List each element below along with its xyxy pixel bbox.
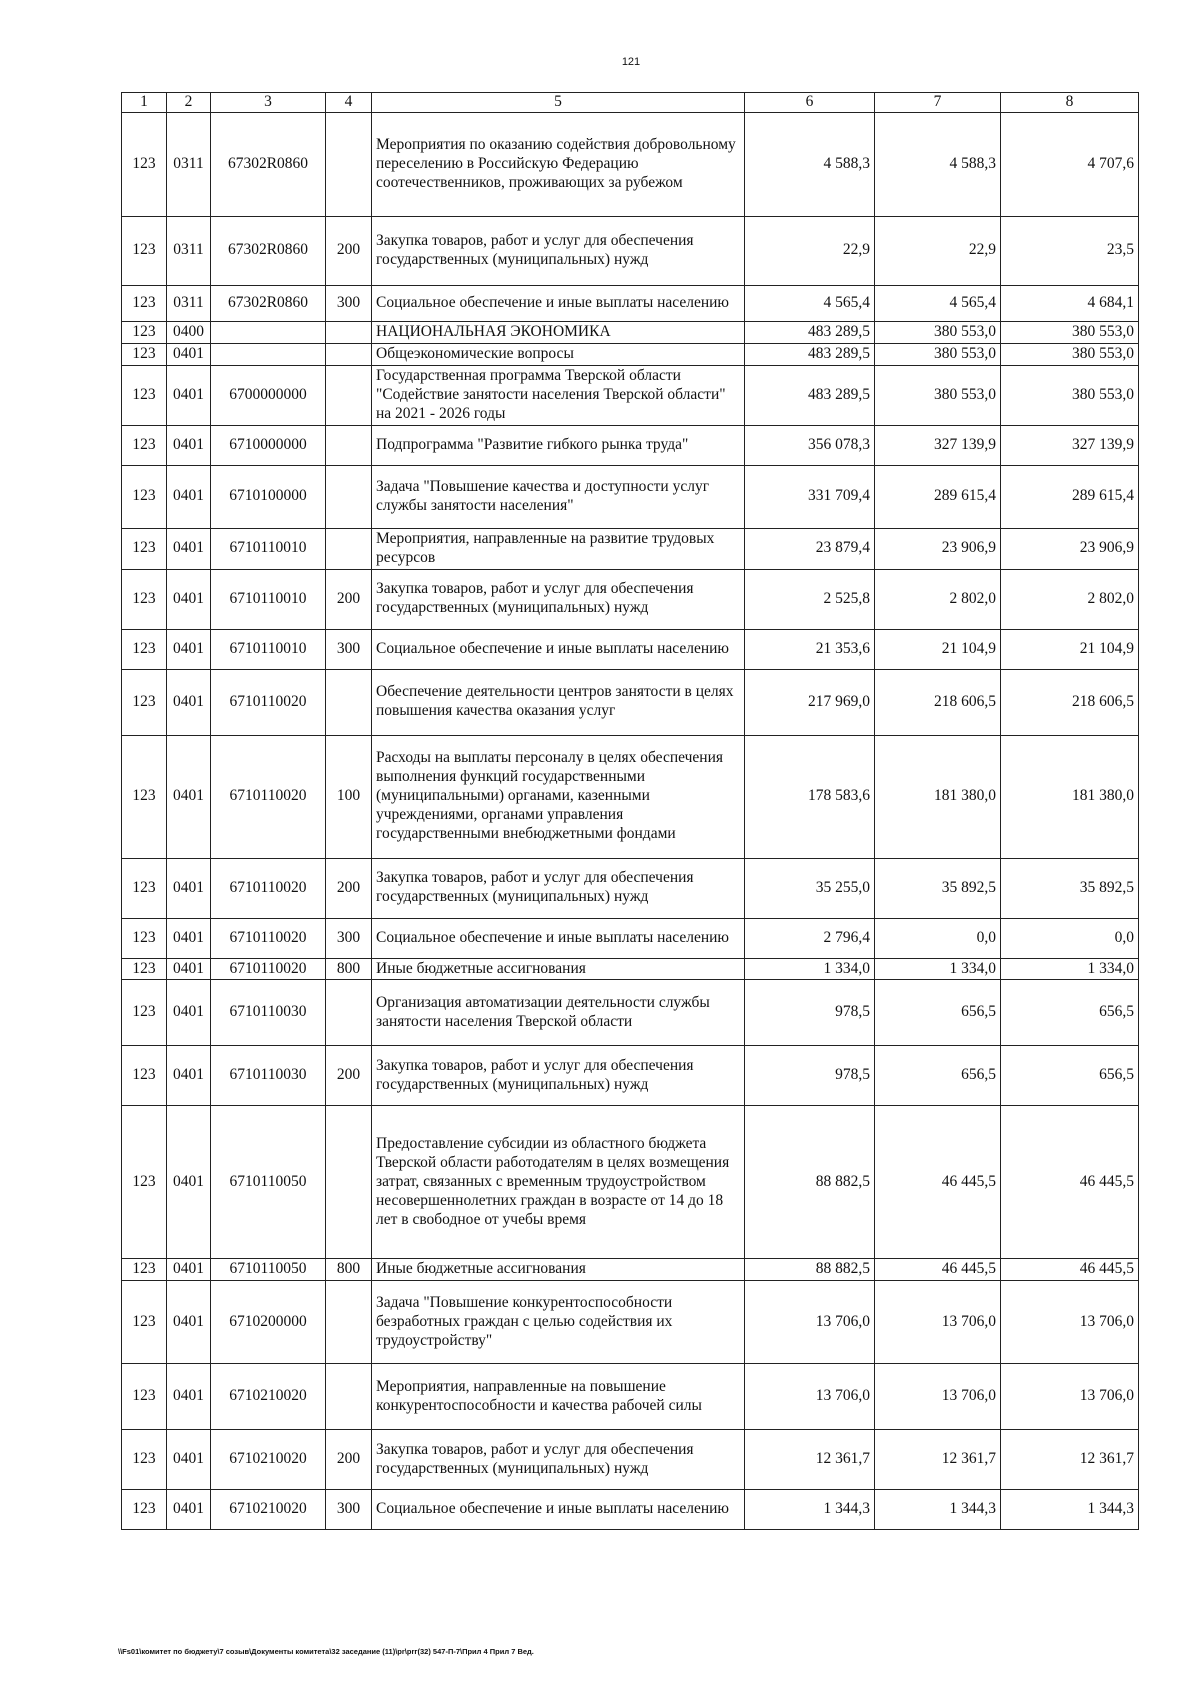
amount-col7: 380 553,0: [875, 365, 1001, 425]
column-number: 6: [745, 93, 875, 113]
ministry-code: 123: [122, 528, 167, 569]
item-name: Организация автоматизации деятельности службы занятости населения Тверской области: [372, 980, 745, 1046]
ministry-code: 123: [122, 1281, 167, 1364]
amount-col6: 21 353,6: [745, 629, 875, 669]
target-article-code: 6710110050: [211, 1106, 326, 1259]
ministry-code: 123: [122, 569, 167, 629]
section-code: 0401: [167, 465, 211, 528]
amount-col8: 181 380,0: [1001, 735, 1139, 858]
amount-col6: 178 583,6: [745, 735, 875, 858]
amount-col6: 1 344,3: [745, 1490, 875, 1530]
target-article-code: 6710110020: [211, 858, 326, 918]
table-row: [122, 365, 1139, 425]
amount-col6: 978,5: [745, 1046, 875, 1106]
target-article-code: 67302R0860: [211, 285, 326, 321]
amount-col6: 4 565,4: [745, 285, 875, 321]
table-body: [122, 112, 1139, 1529]
table-row: [122, 629, 1139, 669]
amount-col8: 21 104,9: [1001, 629, 1139, 669]
item-name: Социальное обеспечение и иные выплаты населению: [372, 629, 745, 669]
target-article-code: 6710210020: [211, 1430, 326, 1490]
section-code: 0401: [167, 1106, 211, 1259]
table-row: [122, 1490, 1139, 1530]
target-article-code: 6710210020: [211, 1490, 326, 1530]
ministry-code: 123: [122, 321, 167, 343]
amount-col6: 978,5: [745, 980, 875, 1046]
expense-type-code: [326, 1281, 372, 1364]
amount-col8: 289 615,4: [1001, 465, 1139, 528]
target-article-code: 6710110030: [211, 980, 326, 1046]
target-article-code: 6710110010: [211, 569, 326, 629]
amount-col6: 2 796,4: [745, 918, 875, 958]
section-code: 0401: [167, 958, 211, 980]
ministry-code: 123: [122, 365, 167, 425]
amount-col7: 12 361,7: [875, 1430, 1001, 1490]
expense-type-code: 200: [326, 858, 372, 918]
section-code: 0401: [167, 669, 211, 735]
amount-col8: 0,0: [1001, 918, 1139, 958]
target-article-code: 6710110020: [211, 669, 326, 735]
table-row: [122, 465, 1139, 528]
expense-type-code: [326, 425, 372, 465]
item-name: Расходы на выплаты персоналу в целях обеспечения выполнения функций государственными (муниципальными) органами, казенными учреждениями, органами управления государственными внебюджетными фондами: [372, 735, 745, 858]
target-article-code: 67302R0860: [211, 216, 326, 285]
ministry-code: 123: [122, 216, 167, 285]
expense-type-code: 200: [326, 216, 372, 285]
amount-col8: 656,5: [1001, 1046, 1139, 1106]
target-article-code: 6710110030: [211, 1046, 326, 1106]
amount-col7: 656,5: [875, 1046, 1001, 1106]
amount-col8: 2 802,0: [1001, 569, 1139, 629]
footer-file-path: \\Fs01\комитет по бюджету\7 созыв\Документы комитета\32 заседание (11)\pr\prг(32) 547-П-7\Прил 4 Прил 7 Вед.: [118, 1647, 534, 1656]
item-name: Государственная программа Тверской области "Содействие занятости населения Тверской области" на 2021 - 2026 годы: [372, 365, 745, 425]
ministry-code: 123: [122, 112, 167, 216]
target-article-code: 6710210020: [211, 1364, 326, 1430]
table-row: [122, 285, 1139, 321]
amount-col8: 13 706,0: [1001, 1281, 1139, 1364]
amount-col8: 327 139,9: [1001, 425, 1139, 465]
section-code: 0401: [167, 1259, 211, 1281]
table-row: [122, 321, 1139, 343]
amount-col6: 88 882,5: [745, 1106, 875, 1259]
ministry-code: 123: [122, 629, 167, 669]
table-row: [122, 1106, 1139, 1259]
expense-type-code: [326, 465, 372, 528]
amount-col8: 380 553,0: [1001, 321, 1139, 343]
expense-type-code: [326, 669, 372, 735]
amount-col8: 23,5: [1001, 216, 1139, 285]
amount-col8: 4 707,6: [1001, 112, 1139, 216]
amount-col7: 46 445,5: [875, 1259, 1001, 1281]
item-name: Подпрограмма "Развитие гибкого рынка труда": [372, 425, 745, 465]
expense-type-code: [326, 112, 372, 216]
item-name: Обеспечение деятельности центров занятости в целях повышения качества оказания услуг: [372, 669, 745, 735]
amount-col6: 356 078,3: [745, 425, 875, 465]
expense-type-code: 800: [326, 958, 372, 980]
ministry-code: 123: [122, 425, 167, 465]
amount-col7: 1 344,3: [875, 1490, 1001, 1530]
expense-type-code: [326, 1106, 372, 1259]
section-code: 0401: [167, 918, 211, 958]
item-name: НАЦИОНАЛЬНАЯ ЭКОНОМИКА: [372, 321, 745, 343]
target-article-code: 6710110020: [211, 958, 326, 980]
amount-col6: 483 289,5: [745, 321, 875, 343]
section-code: 0401: [167, 629, 211, 669]
amount-col8: 1 334,0: [1001, 958, 1139, 980]
table-row: [122, 528, 1139, 569]
item-name: Социальное обеспечение и иные выплаты населению: [372, 1490, 745, 1530]
amount-col8: 380 553,0: [1001, 365, 1139, 425]
amount-col8: 380 553,0: [1001, 343, 1139, 365]
ministry-code: 123: [122, 1430, 167, 1490]
expense-type-code: [326, 528, 372, 569]
section-code: 0401: [167, 365, 211, 425]
table-row: [122, 425, 1139, 465]
target-article-code: [211, 343, 326, 365]
ministry-code: 123: [122, 958, 167, 980]
item-name: Задача "Повышение конкурентоспособности безработных граждан с целью содействия их трудоустройству": [372, 1281, 745, 1364]
expense-type-code: 300: [326, 629, 372, 669]
ministry-code: 123: [122, 1259, 167, 1281]
expense-type-code: [326, 980, 372, 1046]
amount-col8: 13 706,0: [1001, 1364, 1139, 1430]
amount-col7: 327 139,9: [875, 425, 1001, 465]
item-name: Социальное обеспечение и иные выплаты населению: [372, 918, 745, 958]
amount-col7: 4 565,4: [875, 285, 1001, 321]
section-code: 0311: [167, 112, 211, 216]
table-row: [122, 735, 1139, 858]
amount-col7: 13 706,0: [875, 1364, 1001, 1430]
ministry-code: 123: [122, 1490, 167, 1530]
item-name: Закупка товаров, работ и услуг для обеспечения государственных (муниципальных) нужд: [372, 858, 745, 918]
target-article-code: 6700000000: [211, 365, 326, 425]
target-article-code: 6710110020: [211, 918, 326, 958]
amount-col8: 23 906,9: [1001, 528, 1139, 569]
ministry-code: 123: [122, 669, 167, 735]
table-row: [122, 1281, 1139, 1364]
table-row: [122, 980, 1139, 1046]
amount-col6: 13 706,0: [745, 1281, 875, 1364]
section-code: 0401: [167, 343, 211, 365]
expense-type-code: 200: [326, 569, 372, 629]
amount-col6: 4 588,3: [745, 112, 875, 216]
page-number: 121: [621, 56, 641, 68]
item-name: Предоставление субсидии из областного бюджета Тверской области работодателям в целях возмещения затрат, связанных с временным трудоустройством несовершеннолетних граждан в возрасте от 14 до 18 лет в свободное от учебы время: [372, 1106, 745, 1259]
amount-col6: 22,9: [745, 216, 875, 285]
target-article-code: 6710110020: [211, 735, 326, 858]
section-code: 0401: [167, 858, 211, 918]
expense-type-code: 200: [326, 1430, 372, 1490]
ministry-code: 123: [122, 735, 167, 858]
section-code: 0400: [167, 321, 211, 343]
table-row: [122, 1430, 1139, 1490]
table-row: [122, 569, 1139, 629]
target-article-code: 6710110010: [211, 528, 326, 569]
amount-col7: 35 892,5: [875, 858, 1001, 918]
table-row: [122, 858, 1139, 918]
amount-col8: 1 344,3: [1001, 1490, 1139, 1530]
target-article-code: 6710110010: [211, 629, 326, 669]
ministry-code: 123: [122, 858, 167, 918]
amount-col7: 22,9: [875, 216, 1001, 285]
table-row: [122, 343, 1139, 365]
item-name: Общеэкономические вопросы: [372, 343, 745, 365]
amount-col6: 483 289,5: [745, 365, 875, 425]
column-number: 7: [875, 93, 1001, 113]
item-name: Иные бюджетные ассигнования: [372, 958, 745, 980]
amount-col7: 13 706,0: [875, 1281, 1001, 1364]
target-article-code: [211, 321, 326, 343]
table-row: [122, 918, 1139, 958]
column-number: 8: [1001, 93, 1139, 113]
section-code: 0401: [167, 1046, 211, 1106]
amount-col8: 218 606,5: [1001, 669, 1139, 735]
amount-col7: 46 445,5: [875, 1106, 1001, 1259]
amount-col8: 46 445,5: [1001, 1259, 1139, 1281]
table-row: [122, 1046, 1139, 1106]
amount-col7: 23 906,9: [875, 528, 1001, 569]
table-row: [122, 1259, 1139, 1281]
expense-type-code: 100: [326, 735, 372, 858]
column-number: 5: [372, 93, 745, 113]
section-code: 0401: [167, 1490, 211, 1530]
table-row: [122, 216, 1139, 285]
amount-col8: 656,5: [1001, 980, 1139, 1046]
expense-type-code: [326, 343, 372, 365]
expense-type-code: 200: [326, 1046, 372, 1106]
amount-col6: 217 969,0: [745, 669, 875, 735]
item-name: Мероприятия, направленные на повышение конкурентоспособности и качества рабочей силы: [372, 1364, 745, 1430]
section-code: 0311: [167, 216, 211, 285]
amount-col7: 656,5: [875, 980, 1001, 1046]
amount-col7: 181 380,0: [875, 735, 1001, 858]
amount-col7: 289 615,4: [875, 465, 1001, 528]
target-article-code: 6710100000: [211, 465, 326, 528]
target-article-code: 6710110050: [211, 1259, 326, 1281]
amount-col8: 12 361,7: [1001, 1430, 1139, 1490]
column-number: 2: [167, 93, 211, 113]
amount-col6: 2 525,8: [745, 569, 875, 629]
amount-col7: 1 334,0: [875, 958, 1001, 980]
table-row: [122, 669, 1139, 735]
amount-col6: 1 334,0: [745, 958, 875, 980]
ministry-code: 123: [122, 343, 167, 365]
expense-type-code: [326, 365, 372, 425]
ministry-code: 123: [122, 1106, 167, 1259]
expense-type-code: 300: [326, 1490, 372, 1530]
ministry-code: 123: [122, 465, 167, 528]
target-article-code: 6710000000: [211, 425, 326, 465]
section-code: 0401: [167, 735, 211, 858]
amount-col7: 218 606,5: [875, 669, 1001, 735]
item-name: Иные бюджетные ассигнования: [372, 1259, 745, 1281]
ministry-code: 123: [122, 918, 167, 958]
expense-type-code: 300: [326, 918, 372, 958]
budget-table: [121, 92, 1139, 1530]
amount-col7: 380 553,0: [875, 343, 1001, 365]
amount-col7: 21 104,9: [875, 629, 1001, 669]
section-code: 0401: [167, 1430, 211, 1490]
column-number: 3: [211, 93, 326, 113]
expense-type-code: 800: [326, 1259, 372, 1281]
amount-col7: 2 802,0: [875, 569, 1001, 629]
ministry-code: 123: [122, 1046, 167, 1106]
expense-type-code: [326, 321, 372, 343]
target-article-code: 6710200000: [211, 1281, 326, 1364]
amount-col7: 380 553,0: [875, 321, 1001, 343]
item-name: Закупка товаров, работ и услуг для обеспечения государственных (муниципальных) нужд: [372, 216, 745, 285]
ministry-code: 123: [122, 285, 167, 321]
section-code: 0401: [167, 569, 211, 629]
amount-col6: 13 706,0: [745, 1364, 875, 1430]
section-code: 0401: [167, 425, 211, 465]
amount-col8: 46 445,5: [1001, 1106, 1139, 1259]
amount-col8: 35 892,5: [1001, 858, 1139, 918]
section-code: 0401: [167, 528, 211, 569]
item-name: Закупка товаров, работ и услуг для обеспечения государственных (муниципальных) нужд: [372, 1430, 745, 1490]
expense-type-code: [326, 1364, 372, 1430]
amount-col7: 0,0: [875, 918, 1001, 958]
amount-col6: 88 882,5: [745, 1259, 875, 1281]
section-code: 0401: [167, 980, 211, 1046]
item-name: Социальное обеспечение и иные выплаты населению: [372, 285, 745, 321]
table-row: [122, 958, 1139, 980]
amount-col8: 4 684,1: [1001, 285, 1139, 321]
expense-type-code: 300: [326, 285, 372, 321]
amount-col6: 483 289,5: [745, 343, 875, 365]
amount-col6: 35 255,0: [745, 858, 875, 918]
table-row: [122, 112, 1139, 216]
amount-col6: 23 879,4: [745, 528, 875, 569]
item-name: Задача "Повышение качества и доступности услуг службы занятости населения": [372, 465, 745, 528]
amount-col7: 4 588,3: [875, 112, 1001, 216]
item-name: Мероприятия по оказанию содействия добровольному переселению в Российскую Федерацию соотечественников, проживающих за рубежом: [372, 112, 745, 216]
amount-col6: 12 361,7: [745, 1430, 875, 1490]
column-number-row: [122, 93, 1139, 113]
column-number: 1: [122, 93, 167, 113]
amount-col6: 331 709,4: [745, 465, 875, 528]
section-code: 0401: [167, 1364, 211, 1430]
ministry-code: 123: [122, 1364, 167, 1430]
section-code: 0311: [167, 285, 211, 321]
item-name: Мероприятия, направленные на развитие трудовых ресурсов: [372, 528, 745, 569]
item-name: Закупка товаров, работ и услуг для обеспечения государственных (муниципальных) нужд: [372, 569, 745, 629]
column-number: 4: [326, 93, 372, 113]
section-code: 0401: [167, 1281, 211, 1364]
table-row: [122, 1364, 1139, 1430]
ministry-code: 123: [122, 980, 167, 1046]
target-article-code: 67302R0860: [211, 112, 326, 216]
item-name: Закупка товаров, работ и услуг для обеспечения государственных (муниципальных) нужд: [372, 1046, 745, 1106]
